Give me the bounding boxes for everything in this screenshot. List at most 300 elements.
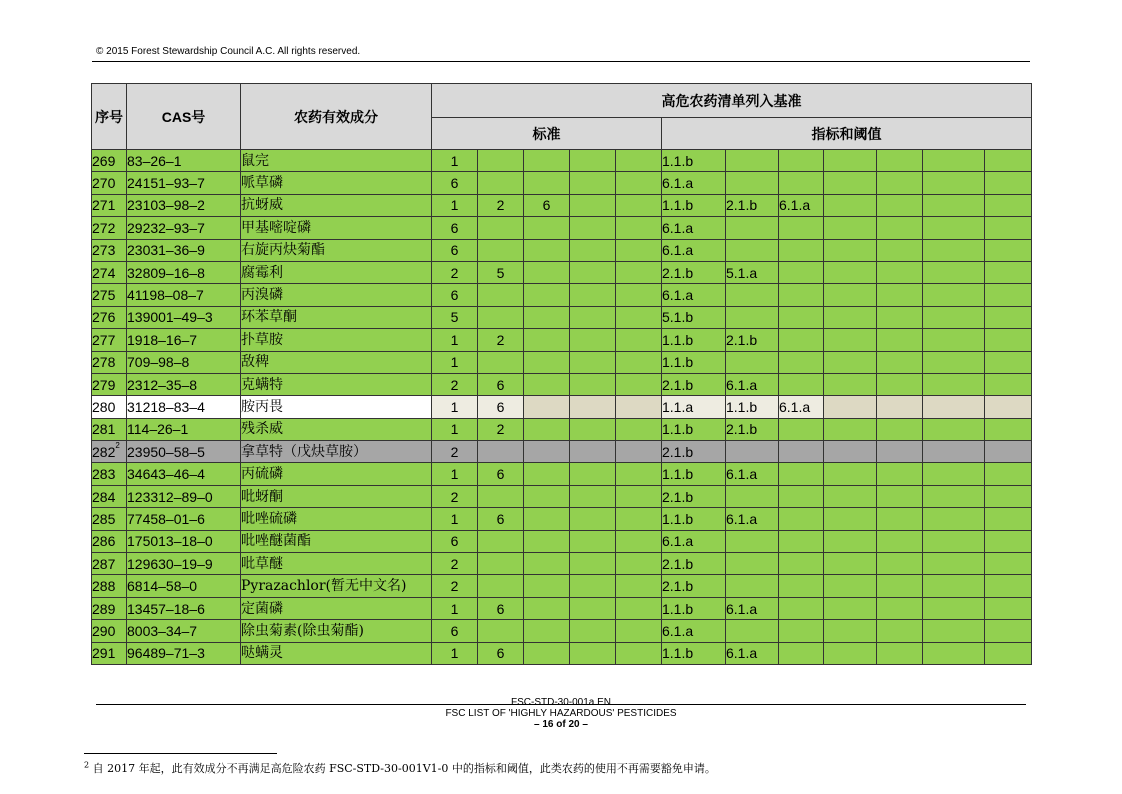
cell-indicator — [985, 508, 1032, 530]
cell-standard — [616, 351, 662, 373]
cell-standard — [478, 172, 524, 194]
cell-indicator: 2.1.b — [726, 194, 779, 216]
cell-standard — [570, 508, 616, 530]
cell-indicator — [985, 329, 1032, 351]
cell-standard: 2 — [478, 418, 524, 440]
table-row — [92, 530, 1032, 552]
footer — [0, 697, 1122, 730]
table-row — [92, 485, 1032, 507]
cell-standard — [478, 553, 524, 575]
cell-indicator: 1.1.b — [662, 508, 726, 530]
cell-standard — [524, 441, 570, 463]
cell-indicator — [726, 306, 779, 328]
cell-standard — [570, 575, 616, 597]
cell-indicator — [779, 620, 824, 642]
cell-indicator — [985, 597, 1032, 619]
cell-indicator — [779, 306, 824, 328]
cell-standard — [524, 373, 570, 395]
cell-standard — [524, 597, 570, 619]
table-row — [92, 306, 1032, 328]
cell-indicator — [923, 508, 985, 530]
cell-indicator — [923, 351, 985, 373]
cell-standard — [570, 217, 616, 239]
cell-cas: 23950–58–5 — [127, 441, 241, 463]
cell-indicator: 2.1.b — [662, 261, 726, 283]
cell-cas: 96489–71–3 — [127, 642, 241, 664]
cell-standard — [570, 418, 616, 440]
cell-no: 271 — [92, 194, 127, 216]
cell-no: 272 — [92, 217, 127, 239]
cell-indicator: 1.1.b — [726, 396, 779, 418]
cell-indicator — [824, 620, 877, 642]
cell-standard: 6 — [478, 642, 524, 664]
table-row — [92, 396, 1032, 418]
cell-indicator — [779, 530, 824, 552]
footnote — [84, 760, 716, 776]
cell-no: 281 — [92, 418, 127, 440]
cell-standard — [570, 150, 616, 172]
cell-standard: 6 — [478, 597, 524, 619]
cell-indicator — [877, 217, 923, 239]
cell-indicator — [985, 575, 1032, 597]
cell-cas: 41198–08–7 — [127, 284, 241, 306]
cell-indicator — [726, 485, 779, 507]
cell-indicator — [726, 441, 779, 463]
cell-indicator — [824, 217, 877, 239]
cell-indicator — [985, 306, 1032, 328]
cell-indicator — [779, 329, 824, 351]
cell-standard — [524, 217, 570, 239]
cell-cas: 31218–83–4 — [127, 396, 241, 418]
cell-indicator — [923, 463, 985, 485]
cell-indicator — [779, 172, 824, 194]
table-body — [92, 150, 1032, 665]
footer-doc-code: FSC-STD-30-001a EN — [510, 697, 612, 708]
cell-indicator: 5.1.b — [662, 306, 726, 328]
col-header-no: 序号 — [92, 84, 127, 150]
footnote-ref: 2 — [115, 440, 120, 450]
cell-indicator — [824, 597, 877, 619]
table-row — [92, 597, 1032, 619]
cell-name: 吡草醚 — [241, 553, 432, 575]
cell-indicator — [824, 530, 877, 552]
cell-standard — [570, 306, 616, 328]
cell-name: 环苯草酮 — [241, 306, 432, 328]
cell-indicator — [877, 530, 923, 552]
cell-indicator — [923, 284, 985, 306]
cell-standard: 1 — [432, 396, 478, 418]
cell-indicator — [726, 172, 779, 194]
cell-indicator — [824, 575, 877, 597]
cell-indicator — [877, 194, 923, 216]
cell-indicator — [779, 575, 824, 597]
cell-indicator: 2.1.b — [662, 485, 726, 507]
table-row — [92, 194, 1032, 216]
cell-standard — [478, 530, 524, 552]
cell-name: Pyrazachlor(暂无中文名) — [241, 575, 432, 597]
cell-indicator: 6.1.a — [726, 642, 779, 664]
cell-standard — [570, 329, 616, 351]
cell-indicator — [824, 441, 877, 463]
cell-indicator — [877, 575, 923, 597]
cell-indicator — [779, 441, 824, 463]
table-row — [92, 508, 1032, 530]
cell-indicator — [923, 597, 985, 619]
cell-name: 吡唑醚菌酯 — [241, 530, 432, 552]
cell-indicator — [923, 306, 985, 328]
cell-indicator — [923, 172, 985, 194]
cell-indicator — [923, 217, 985, 239]
cell-name: 丙硫磷 — [241, 463, 432, 485]
table-row — [92, 284, 1032, 306]
cell-indicator — [824, 396, 877, 418]
cell-standard — [616, 306, 662, 328]
cell-standard: 1 — [432, 418, 478, 440]
cell-name: 哒螨灵 — [241, 642, 432, 664]
cell-standard — [570, 351, 616, 373]
cell-standard — [570, 530, 616, 552]
cell-standard — [524, 508, 570, 530]
cell-indicator — [726, 530, 779, 552]
cell-standard — [524, 620, 570, 642]
cell-standard: 2 — [432, 575, 478, 597]
cell-indicator — [877, 373, 923, 395]
cell-indicator: 6.1.a — [779, 396, 824, 418]
cell-name: 残杀威 — [241, 418, 432, 440]
cell-indicator: 6.1.a — [726, 373, 779, 395]
cell-standard — [616, 508, 662, 530]
cell-indicator — [824, 284, 877, 306]
cell-standard: 1 — [432, 597, 478, 619]
cell-name: 丙溴磷 — [241, 284, 432, 306]
cell-standard: 6 — [432, 172, 478, 194]
footnote-rule — [84, 753, 277, 754]
cell-indicator — [824, 485, 877, 507]
cell-cas: 709–98–8 — [127, 351, 241, 373]
cell-cas: 114–26–1 — [127, 418, 241, 440]
cell-indicator — [923, 373, 985, 395]
table-row — [92, 150, 1032, 172]
cell-indicator: 6.1.a — [726, 508, 779, 530]
cell-standard — [478, 217, 524, 239]
cell-standard — [616, 329, 662, 351]
cell-indicator — [779, 351, 824, 373]
cell-cas: 23031–36–9 — [127, 239, 241, 261]
cell-indicator — [726, 239, 779, 261]
cell-standard — [616, 485, 662, 507]
cell-standard — [616, 261, 662, 283]
cell-indicator — [923, 418, 985, 440]
cell-standard — [478, 441, 524, 463]
cell-cas: 129630–19–9 — [127, 553, 241, 575]
cell-standard: 6 — [478, 508, 524, 530]
cell-indicator: 1.1.b — [662, 351, 726, 373]
cell-standard — [616, 441, 662, 463]
cell-standard: 6 — [432, 620, 478, 642]
cell-no: 288 — [92, 575, 127, 597]
cell-indicator — [985, 620, 1032, 642]
cell-indicator — [779, 150, 824, 172]
cell-indicator: 1.1.b — [662, 418, 726, 440]
cell-indicator — [923, 530, 985, 552]
cell-indicator: 1.1.b — [662, 194, 726, 216]
cell-no: 290 — [92, 620, 127, 642]
cell-standard — [616, 620, 662, 642]
cell-standard — [524, 239, 570, 261]
cell-standard — [478, 150, 524, 172]
cell-standard — [616, 150, 662, 172]
col-header-standard: 标准 — [432, 118, 662, 150]
table-row — [92, 261, 1032, 283]
cell-no: 280 — [92, 396, 127, 418]
cell-no: 285 — [92, 508, 127, 530]
table-row — [92, 441, 1032, 463]
cell-indicator: 6.1.a — [662, 217, 726, 239]
cell-standard: 2 — [432, 261, 478, 283]
cell-standard — [478, 239, 524, 261]
cell-indicator — [985, 553, 1032, 575]
cell-indicator — [985, 150, 1032, 172]
cell-indicator — [923, 620, 985, 642]
cell-standard: 6 — [478, 396, 524, 418]
cell-standard — [524, 418, 570, 440]
cell-cas: 139001–49–3 — [127, 306, 241, 328]
cell-standard — [478, 306, 524, 328]
cell-name: 抗蚜威 — [241, 194, 432, 216]
cell-indicator — [923, 194, 985, 216]
cell-no: 269 — [92, 150, 127, 172]
cell-indicator: 2.1.b — [726, 418, 779, 440]
cell-standard — [478, 575, 524, 597]
cell-indicator: 6.1.a — [779, 194, 824, 216]
cell-standard — [616, 284, 662, 306]
cell-name: 腐霉利 — [241, 261, 432, 283]
cell-indicator — [923, 239, 985, 261]
cell-standard — [524, 351, 570, 373]
cell-no: 278 — [92, 351, 127, 373]
cell-standard: 1 — [432, 329, 478, 351]
cell-cas: 34643–46–4 — [127, 463, 241, 485]
cell-indicator: 1.1.b — [662, 642, 726, 664]
cell-cas: 123312–89–0 — [127, 485, 241, 507]
cell-indicator — [923, 642, 985, 664]
cell-standard: 1 — [432, 351, 478, 373]
cell-indicator: 6.1.a — [662, 620, 726, 642]
cell-indicator — [779, 217, 824, 239]
cell-standard — [524, 642, 570, 664]
cell-indicator — [985, 396, 1032, 418]
cell-standard: 6 — [432, 217, 478, 239]
cell-standard — [524, 485, 570, 507]
cell-no: 270 — [92, 172, 127, 194]
cell-indicator — [824, 642, 877, 664]
cell-standard: 2 — [478, 329, 524, 351]
cell-standard — [616, 575, 662, 597]
cell-standard: 6 — [432, 530, 478, 552]
cell-name: 甲基嘧啶磷 — [241, 217, 432, 239]
table-row — [92, 642, 1032, 664]
cell-indicator — [824, 418, 877, 440]
cell-standard — [616, 194, 662, 216]
cell-standard: 6 — [432, 284, 478, 306]
cell-indicator — [824, 194, 877, 216]
cell-indicator — [824, 463, 877, 485]
cell-indicator: 1.1.b — [662, 150, 726, 172]
cell-indicator — [923, 553, 985, 575]
cell-indicator — [877, 306, 923, 328]
cell-indicator — [985, 441, 1032, 463]
cell-indicator: 6.1.a — [662, 284, 726, 306]
footnote-text: 自 2017 年起，此有效成分不再满足高危险农药 FSC-STD-30-001V1-0 中的指标和阈值，此类农药的使用不再需要豁免申请。 — [92, 762, 716, 775]
cell-standard: 1 — [432, 194, 478, 216]
cell-indicator — [779, 239, 824, 261]
table-row — [92, 351, 1032, 373]
cell-indicator: 1.1.b — [662, 463, 726, 485]
cell-indicator — [779, 261, 824, 283]
cell-standard: 5 — [478, 261, 524, 283]
cell-no: 291 — [92, 642, 127, 664]
cell-no: 289 — [92, 597, 127, 619]
cell-indicator — [923, 485, 985, 507]
cell-cas: 32809–16–8 — [127, 261, 241, 283]
cell-indicator: 1.1.b — [662, 329, 726, 351]
table-row — [92, 217, 1032, 239]
cell-indicator — [779, 373, 824, 395]
cell-indicator — [877, 553, 923, 575]
cell-indicator — [877, 284, 923, 306]
cell-name: 吡蚜酮 — [241, 485, 432, 507]
cell-standard: 1 — [432, 150, 478, 172]
cell-standard — [570, 642, 616, 664]
cell-name: 鼠完 — [241, 150, 432, 172]
cell-standard — [616, 597, 662, 619]
cell-indicator — [877, 418, 923, 440]
cell-indicator — [779, 642, 824, 664]
cell-standard — [570, 620, 616, 642]
cell-indicator — [824, 553, 877, 575]
cell-cas: 24151–93–7 — [127, 172, 241, 194]
cell-indicator — [824, 172, 877, 194]
cell-standard — [478, 620, 524, 642]
table-row — [92, 329, 1032, 351]
col-header-name: 农药有效成分 — [241, 84, 432, 150]
cell-indicator: 5.1.a — [726, 261, 779, 283]
cell-cas: 29232–93–7 — [127, 217, 241, 239]
cell-standard — [524, 329, 570, 351]
cell-indicator — [726, 284, 779, 306]
cell-standard: 6 — [432, 239, 478, 261]
cell-indicator — [877, 261, 923, 283]
cell-indicator — [824, 150, 877, 172]
cell-indicator — [824, 373, 877, 395]
cell-indicator — [877, 620, 923, 642]
cell-standard — [570, 396, 616, 418]
pesticide-table — [91, 83, 1032, 665]
cell-standard — [570, 597, 616, 619]
cell-no: 286 — [92, 530, 127, 552]
cell-indicator — [824, 239, 877, 261]
cell-cas: 13457–18–6 — [127, 597, 241, 619]
cell-cas: 6814–58–0 — [127, 575, 241, 597]
cell-indicator — [923, 329, 985, 351]
table-row — [92, 418, 1032, 440]
table-row — [92, 575, 1032, 597]
cell-indicator — [877, 463, 923, 485]
cell-indicator — [877, 351, 923, 373]
cell-indicator — [985, 463, 1032, 485]
cell-no: 274 — [92, 261, 127, 283]
cell-cas: 8003–34–7 — [127, 620, 241, 642]
cell-indicator: 2.1.b — [662, 373, 726, 395]
cell-standard: 1 — [432, 463, 478, 485]
cell-indicator — [877, 396, 923, 418]
col-header-indicator: 指标和阈值 — [662, 118, 1032, 150]
cell-indicator — [985, 194, 1032, 216]
cell-indicator — [824, 261, 877, 283]
cell-standard — [570, 441, 616, 463]
cell-indicator — [824, 329, 877, 351]
cell-standard: 6 — [524, 194, 570, 216]
cell-indicator — [779, 597, 824, 619]
cell-indicator — [985, 418, 1032, 440]
cell-standard: 2 — [432, 441, 478, 463]
cell-standard — [524, 172, 570, 194]
cell-indicator: 6.1.a — [662, 530, 726, 552]
copyright-notice: © 2015 Forest Stewardship Council A.C. All rights reserved. — [96, 46, 361, 57]
cell-indicator — [779, 284, 824, 306]
cell-indicator — [779, 553, 824, 575]
cell-standard — [570, 463, 616, 485]
cell-cas: 83–26–1 — [127, 150, 241, 172]
cell-standard — [570, 261, 616, 283]
cell-indicator — [824, 508, 877, 530]
cell-standard — [616, 642, 662, 664]
cell-standard — [616, 530, 662, 552]
table-row — [92, 553, 1032, 575]
cell-name: 胺丙畏 — [241, 396, 432, 418]
cell-name: 除虫菊素(除虫菊酯) — [241, 620, 432, 642]
cell-indicator — [877, 329, 923, 351]
cell-indicator — [726, 150, 779, 172]
cell-standard — [570, 284, 616, 306]
cell-indicator — [726, 217, 779, 239]
col-header-cas: CAS号 — [127, 84, 241, 150]
cell-standard — [570, 485, 616, 507]
cell-indicator — [779, 508, 824, 530]
cell-standard: 2 — [432, 485, 478, 507]
cell-name: 拿草特（戊炔草胺） — [241, 441, 432, 463]
cell-standard — [478, 284, 524, 306]
cell-indicator — [726, 553, 779, 575]
cell-indicator — [985, 172, 1032, 194]
cell-cas: 175013–18–0 — [127, 530, 241, 552]
table-row — [92, 239, 1032, 261]
cell-indicator: 1.1.a — [662, 396, 726, 418]
table-row — [92, 172, 1032, 194]
cell-indicator — [779, 463, 824, 485]
cell-indicator — [923, 441, 985, 463]
cell-indicator: 6.1.a — [662, 172, 726, 194]
cell-name: 克螨特 — [241, 373, 432, 395]
cell-indicator: 2.1.b — [726, 329, 779, 351]
cell-indicator — [877, 441, 923, 463]
cell-standard — [616, 418, 662, 440]
cell-indicator: 2.1.b — [662, 441, 726, 463]
cell-standard: 2 — [432, 553, 478, 575]
cell-indicator — [985, 642, 1032, 664]
cell-name: 扑草胺 — [241, 329, 432, 351]
cell-standard — [524, 575, 570, 597]
